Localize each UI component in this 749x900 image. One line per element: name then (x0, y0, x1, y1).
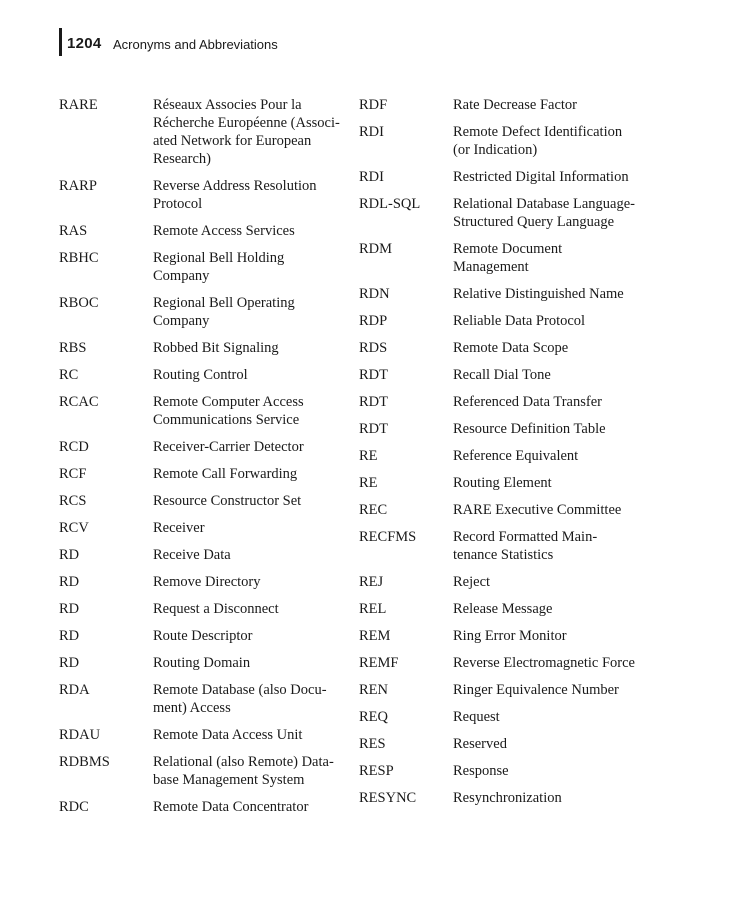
acronym: RARP (59, 178, 97, 194)
definition (153, 492, 349, 510)
definition-line: Request a Disconnect (153, 601, 279, 617)
definition-line: Receiver-Carrier Detector (153, 439, 304, 455)
glossary-entry (59, 366, 349, 384)
definition (153, 393, 349, 429)
acronym: RDL-SQL (359, 196, 421, 212)
definition (453, 735, 659, 753)
definition-line: Record Formatted Main- (453, 529, 598, 545)
acronym: REMF (359, 655, 399, 671)
definition-line: ment) Access (153, 700, 231, 716)
definition (453, 573, 659, 591)
acronym: RD (59, 628, 80, 644)
definition (453, 420, 659, 438)
glossary-entry (59, 654, 349, 672)
glossary-entry (59, 546, 349, 564)
glossary-entry (359, 96, 659, 114)
acronym: RD (59, 601, 80, 617)
definition-line: Company (153, 268, 210, 284)
definition-line: (or Indication) (453, 142, 538, 158)
definition-line: base Management System (153, 772, 305, 788)
definition-line: Receive Data (153, 547, 231, 563)
acronym: RDI (359, 124, 384, 140)
definition-line: Réseaux Associes Pour la (153, 97, 302, 113)
definition-line: Remote Data Scope (453, 340, 569, 356)
acronym: REC (359, 502, 388, 518)
acronym: REN (359, 682, 388, 698)
acronym: RECFMS (359, 529, 417, 545)
definition (153, 726, 349, 744)
definition (153, 366, 349, 384)
definition-line: Research) (153, 151, 211, 167)
definition (153, 96, 349, 168)
definition (153, 681, 349, 717)
definition (453, 501, 659, 519)
glossary-entry (359, 168, 659, 186)
glossary-entry (359, 339, 659, 357)
definition (453, 393, 659, 411)
glossary-entry (359, 735, 659, 753)
definition-line: Reserved (453, 736, 507, 752)
glossary-entry (59, 492, 349, 510)
definition (453, 168, 659, 186)
definition (453, 240, 659, 276)
definition (153, 438, 349, 456)
definition (453, 366, 659, 384)
definition (453, 600, 659, 618)
definition-line: Structured Query Language (453, 214, 615, 230)
definition-line: Restricted Digital Information (453, 169, 629, 185)
definition-line: Receiver (153, 520, 205, 536)
definition (153, 753, 349, 789)
definition-line: Récherche Européenne (Associ- (153, 115, 340, 131)
glossary-entry (59, 600, 349, 618)
definition-line: Reverse Address Resolution (153, 178, 317, 194)
acronym: RDT (359, 394, 388, 410)
acronym: RCD (59, 439, 89, 455)
definition-line: Route Descriptor (153, 628, 253, 644)
acronym: RBHC (59, 250, 99, 266)
definition-line: Request (453, 709, 500, 725)
definition-line: Ringer Equivalence Number (453, 682, 619, 698)
definition-line: Reverse Electromagnetic Force (453, 655, 635, 671)
acronym: RBS (59, 340, 87, 356)
definition-line: Relative Distinguished Name (453, 286, 624, 302)
definition-line: Relational (also Remote) Data- (153, 754, 334, 770)
glossary-entry (359, 600, 659, 618)
acronym: RDC (59, 799, 89, 815)
glossary-entry (359, 366, 659, 384)
definition-line: Routing Domain (153, 655, 251, 671)
glossary-entry (359, 681, 659, 699)
acronym: RD (59, 655, 80, 671)
definition-line: Routing Control (153, 367, 248, 383)
definition-line: Regional Bell Holding (153, 250, 285, 266)
definition (453, 762, 659, 780)
glossary-entry (59, 573, 349, 591)
acronym: RESP (359, 763, 394, 779)
glossary-entry (359, 708, 659, 726)
acronym: RDAU (59, 727, 101, 743)
definition-line: Remote Database (also Docu- (153, 682, 327, 698)
acronym: RDN (359, 286, 390, 302)
page-number: 1204 (67, 35, 102, 52)
glossary-entry (359, 420, 659, 438)
definition-line: Release Message (453, 601, 553, 617)
definition (453, 285, 659, 303)
definition-line: Referenced Data Transfer (453, 394, 602, 410)
definition (153, 339, 349, 357)
definition-line: Recall Dial Tone (453, 367, 551, 383)
definition-line: Response (453, 763, 509, 779)
definition (453, 789, 659, 807)
definition (453, 654, 659, 672)
acronym: RE (359, 475, 378, 491)
definition-line: Robbed Bit Signaling (153, 340, 279, 356)
definition (453, 447, 659, 465)
definition (453, 96, 659, 114)
definition (453, 681, 659, 699)
glossary-entry (359, 393, 659, 411)
glossary-entry (59, 294, 349, 330)
glossary-entry (359, 789, 659, 807)
definition-line: Ring Error Monitor (453, 628, 567, 644)
acronym: RE (359, 448, 378, 464)
glossary-entry (59, 96, 349, 168)
acronym: REQ (359, 709, 388, 725)
acronym: RCS (59, 493, 87, 509)
definition-line: Resource Definition Table (453, 421, 606, 437)
header-rule (59, 28, 62, 56)
definition (153, 465, 349, 483)
acronym: RDF (359, 97, 388, 113)
acronym: RCAC (59, 394, 99, 410)
definition-line: Reliable Data Protocol (453, 313, 586, 329)
definition-line: Remote Data Access Unit (153, 727, 303, 743)
definition (153, 654, 349, 672)
definition-line: Management (453, 259, 529, 275)
acronym: REJ (359, 574, 384, 590)
glossary-entry (59, 222, 349, 240)
definition (453, 312, 659, 330)
glossary-entry (359, 195, 659, 231)
glossary-entry (59, 249, 349, 285)
acronym: RESYNC (359, 790, 417, 806)
definition (153, 627, 349, 645)
acronym: RD (59, 547, 80, 563)
acronym: REM (359, 628, 391, 644)
glossary-entry (59, 519, 349, 537)
definition (153, 294, 349, 330)
glossary-entry (359, 627, 659, 645)
acronym: RCF (59, 466, 87, 482)
definition-line: tenance Statistics (453, 547, 554, 563)
left-column (59, 96, 349, 825)
definition (453, 474, 659, 492)
acronym: RES (359, 736, 386, 752)
definition (153, 798, 349, 816)
definition (153, 519, 349, 537)
definition-line: Resource Constructor Set (153, 493, 302, 509)
definition-line: Remote Defect Identification (453, 124, 623, 140)
definition-line: Rate Decrease Factor (453, 97, 577, 113)
glossary-entry (359, 573, 659, 591)
definition (453, 123, 659, 159)
glossary-entry (59, 393, 349, 429)
acronym: RDM (359, 241, 393, 257)
definition-line: Routing Element (453, 475, 552, 491)
definition-line: Remote Data Concentrator (153, 799, 309, 815)
definition-line: Remote Computer Access (153, 394, 304, 410)
glossary-entry (59, 627, 349, 645)
glossary-entry (59, 465, 349, 483)
definition-line: Remote Call Forwarding (153, 466, 298, 482)
acronym: RBOC (59, 295, 99, 311)
acronym: RCV (59, 520, 89, 536)
glossary-entry (359, 123, 659, 159)
glossary-entry (359, 285, 659, 303)
definition (153, 222, 349, 240)
definition (453, 708, 659, 726)
glossary-entry (359, 240, 659, 276)
acronym: RDBMS (59, 754, 110, 770)
definition (453, 195, 659, 231)
acronym: RARE (59, 97, 98, 113)
glossary-entry (59, 726, 349, 744)
glossary-entry (359, 654, 659, 672)
definition (453, 339, 659, 357)
acronym: REL (359, 601, 387, 617)
definition (153, 573, 349, 591)
glossary-entry (359, 501, 659, 519)
definition-line: Company (153, 313, 210, 329)
glossary-entry (59, 438, 349, 456)
glossary-entry (359, 312, 659, 330)
glossary-entry (359, 528, 659, 564)
definition-line: Reference Equivalent (453, 448, 579, 464)
definition-line: Remote Access Services (153, 223, 295, 239)
definition-line: Resynchronization (453, 790, 562, 806)
right-column (359, 96, 659, 816)
definition-line: ated Network for European (153, 133, 312, 149)
acronym: RDA (59, 682, 90, 698)
glossary-entry (59, 681, 349, 717)
glossary-entry (59, 339, 349, 357)
running-title: Acronyms and Abbreviations (113, 37, 278, 52)
acronym: RDS (359, 340, 388, 356)
definition (153, 249, 349, 285)
acronym: RDT (359, 367, 388, 383)
definition-line: Communications Service (153, 412, 300, 428)
definition (153, 177, 349, 213)
definition (453, 528, 659, 564)
definition-line: Regional Bell Operating (153, 295, 295, 311)
glossary-entry (359, 762, 659, 780)
definition (153, 600, 349, 618)
definition-line: Remove Directory (153, 574, 261, 590)
glossary-entry (359, 474, 659, 492)
definition-line: RARE Executive Committee (453, 502, 622, 518)
acronym: RDI (359, 169, 384, 185)
acronym: RD (59, 574, 80, 590)
glossary-entry (59, 753, 349, 789)
definition (153, 546, 349, 564)
glossary-entry (59, 177, 349, 213)
definition-line: Reject (453, 574, 491, 590)
definition (453, 627, 659, 645)
acronym: RAS (59, 223, 88, 239)
definition-line: Remote Document (453, 241, 563, 257)
glossary-entry (59, 798, 349, 816)
acronym: RDP (359, 313, 388, 329)
glossary-entry (359, 447, 659, 465)
definition-line: Protocol (153, 196, 203, 212)
acronym: RDT (359, 421, 388, 437)
acronym: RC (59, 367, 79, 383)
definition-line: Relational Database Language- (453, 196, 635, 212)
